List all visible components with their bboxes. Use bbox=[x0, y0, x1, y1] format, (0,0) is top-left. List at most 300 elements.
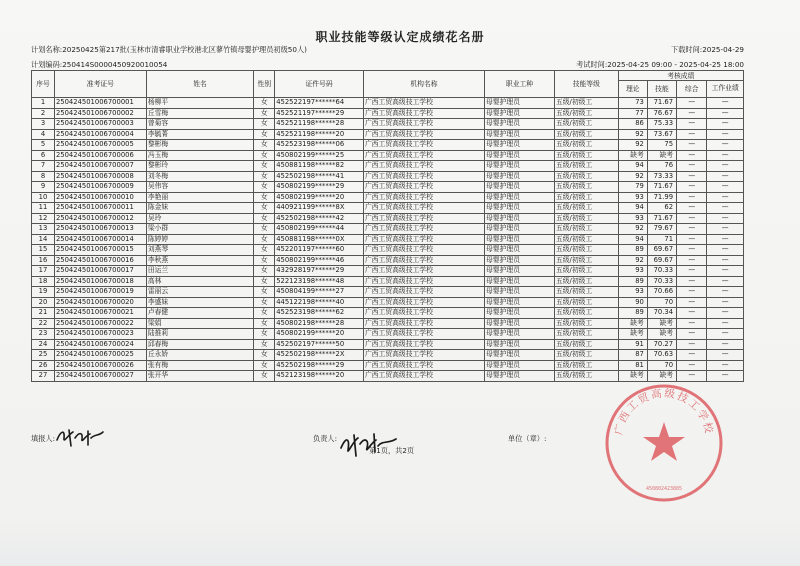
cell-ticket: 250424501006700014 bbox=[54, 234, 146, 245]
cell-gender: 女 bbox=[254, 129, 275, 140]
table-row bbox=[32, 297, 744, 308]
cell-org: 广西工贸高级技工学校 bbox=[363, 297, 484, 308]
table-row bbox=[32, 161, 744, 172]
page-info: 第1页，共2页 bbox=[369, 446, 415, 455]
cell-org: 广西工贸高级技工学校 bbox=[363, 339, 484, 350]
cell-overall: — bbox=[677, 129, 707, 140]
cell-seq: 15 bbox=[32, 245, 55, 256]
download-time-line bbox=[671, 45, 744, 55]
cell-level: 五级/初级工 bbox=[554, 308, 618, 319]
cell-skill: 70 bbox=[647, 360, 676, 371]
cell-seq: 18 bbox=[32, 276, 55, 287]
cell-skill: 76.67 bbox=[647, 108, 676, 119]
cell-org: 广西工贸高级技工学校 bbox=[363, 129, 484, 140]
table-row bbox=[32, 150, 744, 161]
table-row bbox=[32, 266, 744, 277]
cell-ticket: 250424501006700027 bbox=[54, 371, 146, 382]
cell-work: — bbox=[707, 329, 744, 340]
seal-text: 广西工贸高级技工学校 bbox=[612, 387, 716, 437]
cell-work: — bbox=[707, 203, 744, 214]
cell-overall: — bbox=[677, 182, 707, 193]
cell-id: 450881198******82 bbox=[275, 161, 364, 172]
cell-level: 五级/初级工 bbox=[554, 255, 618, 266]
cell-org: 广西工贸高级技工学校 bbox=[363, 192, 484, 203]
plan-name-line bbox=[31, 45, 307, 55]
cell-occ: 母婴护理员 bbox=[485, 98, 555, 109]
cell-name: 刘冬梅 bbox=[146, 171, 254, 182]
cell-occ: 母婴护理员 bbox=[485, 234, 555, 245]
cell-work: — bbox=[707, 360, 744, 371]
cell-org: 广西工贸高级技工学校 bbox=[363, 371, 484, 382]
cell-overall: — bbox=[677, 150, 707, 161]
cell-id: 452521197******29 bbox=[275, 108, 364, 119]
cell-occ: 母婴护理员 bbox=[485, 287, 555, 298]
cell-level: 五级/初级工 bbox=[554, 203, 618, 214]
cell-name: 丘永娇 bbox=[146, 350, 254, 361]
cell-ticket: 250424501006700010 bbox=[54, 192, 146, 203]
cell-ticket: 250424501006700003 bbox=[54, 119, 146, 130]
cell-skill: 79.67 bbox=[647, 224, 676, 235]
cell-level: 五级/初级工 bbox=[554, 318, 618, 329]
cell-overall: — bbox=[677, 350, 707, 361]
cell-theory: 81 bbox=[618, 360, 647, 371]
table-row bbox=[32, 119, 744, 130]
header-name: 姓名 bbox=[146, 71, 254, 98]
table-row bbox=[32, 287, 744, 298]
cell-seq: 21 bbox=[32, 308, 55, 319]
cell-ticket: 250424501006700013 bbox=[54, 224, 146, 235]
cell-org: 广西工贸高级技工学校 bbox=[363, 171, 484, 182]
cell-work: — bbox=[707, 129, 744, 140]
table-row bbox=[32, 350, 744, 361]
table-row bbox=[32, 203, 744, 214]
cell-org: 广西工贸高级技工学校 bbox=[363, 98, 484, 109]
cell-level: 五级/初级工 bbox=[554, 150, 618, 161]
cell-gender: 女 bbox=[254, 192, 275, 203]
table-row bbox=[32, 318, 744, 329]
table-row bbox=[32, 255, 744, 266]
cell-id: 450802199******29 bbox=[275, 182, 364, 193]
cell-skill: 70.33 bbox=[647, 276, 676, 287]
table-row bbox=[32, 308, 744, 319]
cell-occ: 母婴护理员 bbox=[485, 266, 555, 277]
cell-seq: 5 bbox=[32, 140, 55, 151]
cell-work: — bbox=[707, 213, 744, 224]
cell-seq: 11 bbox=[32, 203, 55, 214]
cell-level: 五级/初级工 bbox=[554, 98, 618, 109]
cell-id: 450802199******25 bbox=[275, 150, 364, 161]
cell-gender: 女 bbox=[254, 108, 275, 119]
cell-id: 450802199******44 bbox=[275, 224, 364, 235]
header-org: 机构名称 bbox=[363, 71, 484, 98]
cell-ticket: 250424501006700001 bbox=[54, 98, 146, 109]
cell-org: 广西工贸高级技工学校 bbox=[363, 360, 484, 371]
cell-name: 雷丽云 bbox=[146, 287, 254, 298]
cell-work: — bbox=[707, 234, 744, 245]
cell-occ: 母婴护理员 bbox=[485, 255, 555, 266]
cell-gender: 女 bbox=[254, 203, 275, 214]
header-scores-group: 考核成绩 bbox=[618, 71, 743, 81]
plan-code: 250414S0000450920010054 bbox=[62, 60, 168, 69]
cell-org: 广西工贸高级技工学校 bbox=[363, 182, 484, 193]
exam-time-label: 考试时间: bbox=[576, 60, 608, 69]
cell-occ: 母婴护理员 bbox=[485, 129, 555, 140]
cell-gender: 女 bbox=[254, 297, 275, 308]
cell-org: 广西工贸高级技工学校 bbox=[363, 150, 484, 161]
cell-ticket: 250424501006700007 bbox=[54, 161, 146, 172]
plan-name: 20250425第217批(玉林市清睿职业学校港北区蓼竹镇母婴护理员初级50人) bbox=[62, 45, 307, 54]
cell-gender: 女 bbox=[254, 140, 275, 151]
cell-level: 五级/初级工 bbox=[554, 266, 618, 277]
cell-skill: 70.27 bbox=[647, 339, 676, 350]
cell-seq: 2 bbox=[32, 108, 55, 119]
cell-occ: 母婴护理员 bbox=[485, 192, 555, 203]
cell-work: — bbox=[707, 224, 744, 235]
cell-org: 广西工贸高级技工学校 bbox=[363, 350, 484, 361]
cell-overall: — bbox=[677, 224, 707, 235]
header-ticket: 准考证号 bbox=[54, 71, 146, 98]
cell-theory: 93 bbox=[618, 213, 647, 224]
cell-theory: 93 bbox=[618, 192, 647, 203]
cell-theory: 77 bbox=[618, 108, 647, 119]
cell-theory: 87 bbox=[618, 350, 647, 361]
cell-org: 广西工贸高级技工学校 bbox=[363, 203, 484, 214]
header-skill: 技能 bbox=[647, 81, 676, 98]
cell-id: 432928197******29 bbox=[275, 266, 364, 277]
cell-ticket: 250424501006700017 bbox=[54, 266, 146, 277]
cell-org: 广西工贸高级技工学校 bbox=[363, 329, 484, 340]
cell-gender: 女 bbox=[254, 182, 275, 193]
cell-gender: 女 bbox=[254, 161, 275, 172]
cell-theory: 94 bbox=[618, 203, 647, 214]
cell-overall: — bbox=[677, 161, 707, 172]
scan-bleed bbox=[0, 520, 800, 566]
download-time-label: 下载时间: bbox=[671, 45, 703, 54]
cell-ticket: 250424501006700026 bbox=[54, 360, 146, 371]
cell-overall: — bbox=[677, 255, 707, 266]
cell-level: 五级/初级工 bbox=[554, 224, 618, 235]
cell-ticket: 250424501006700012 bbox=[54, 213, 146, 224]
cell-overall: — bbox=[677, 287, 707, 298]
cell-gender: 女 bbox=[254, 266, 275, 277]
header-theory: 理论 bbox=[618, 81, 647, 98]
cell-work: — bbox=[707, 192, 744, 203]
cell-name: 李秋燕 bbox=[146, 255, 254, 266]
cell-work: — bbox=[707, 308, 744, 319]
cell-gender: 女 bbox=[254, 276, 275, 287]
cell-theory: 缺考 bbox=[618, 329, 647, 340]
cell-work: — bbox=[707, 339, 744, 350]
cell-work: — bbox=[707, 287, 744, 298]
cell-level: 五级/初级工 bbox=[554, 140, 618, 151]
cell-overall: — bbox=[677, 171, 707, 182]
cell-overall: — bbox=[677, 245, 707, 256]
cell-work: — bbox=[707, 297, 744, 308]
cell-level: 五级/初级工 bbox=[554, 360, 618, 371]
cell-gender: 女 bbox=[254, 234, 275, 245]
cell-work: — bbox=[707, 255, 744, 266]
cell-theory: 89 bbox=[618, 245, 647, 256]
cell-theory: 73 bbox=[618, 98, 647, 109]
cell-overall: — bbox=[677, 318, 707, 329]
cell-work: — bbox=[707, 119, 744, 130]
cell-seq: 23 bbox=[32, 329, 55, 340]
cell-overall: — bbox=[677, 213, 707, 224]
cell-occ: 母婴护理员 bbox=[485, 182, 555, 193]
cell-skill: 71.67 bbox=[647, 98, 676, 109]
cell-seq: 19 bbox=[32, 287, 55, 298]
cell-ticket: 250424501006700016 bbox=[54, 255, 146, 266]
table-row bbox=[32, 171, 744, 182]
cell-gender: 女 bbox=[254, 171, 275, 182]
document-title: 职业技能等级认定成绩花名册 bbox=[315, 30, 485, 44]
cell-gender: 女 bbox=[254, 371, 275, 382]
cell-ticket: 250424501006700023 bbox=[54, 329, 146, 340]
cell-level: 五级/初级工 bbox=[554, 161, 618, 172]
cell-theory: 92 bbox=[618, 171, 647, 182]
cell-work: — bbox=[707, 140, 744, 151]
cell-level: 五级/初级工 bbox=[554, 213, 618, 224]
cell-level: 五级/初级工 bbox=[554, 371, 618, 382]
table-row bbox=[32, 98, 744, 109]
cell-level: 五级/初级工 bbox=[554, 297, 618, 308]
cell-name: 吴伟容 bbox=[146, 182, 254, 193]
cell-occ: 母婴护理员 bbox=[485, 140, 555, 151]
cell-name: 陈金妹 bbox=[146, 203, 254, 214]
cell-name: 邱春梅 bbox=[146, 339, 254, 350]
cell-ticket: 250424501006700008 bbox=[54, 171, 146, 182]
cell-name: 梁娟 bbox=[146, 318, 254, 329]
cell-seq: 14 bbox=[32, 234, 55, 245]
cell-name: 高林 bbox=[146, 276, 254, 287]
cell-theory: 86 bbox=[618, 119, 647, 130]
cell-gender: 女 bbox=[254, 308, 275, 319]
cell-skill: 71.99 bbox=[647, 192, 676, 203]
cell-name: 张开华 bbox=[146, 371, 254, 382]
cell-level: 五级/初级工 bbox=[554, 171, 618, 182]
cell-name: 杨柳平 bbox=[146, 98, 254, 109]
cell-theory: 92 bbox=[618, 224, 647, 235]
table-row bbox=[32, 360, 744, 371]
cell-theory: 93 bbox=[618, 287, 647, 298]
cell-seq: 25 bbox=[32, 350, 55, 361]
cell-gender: 女 bbox=[254, 287, 275, 298]
cell-overall: — bbox=[677, 108, 707, 119]
cell-theory: 93 bbox=[618, 266, 647, 277]
cell-seq: 3 bbox=[32, 119, 55, 130]
cell-ticket: 250424501006700024 bbox=[54, 339, 146, 350]
cell-theory: 缺考 bbox=[618, 150, 647, 161]
cell-seq: 24 bbox=[32, 339, 55, 350]
cell-gender: 女 bbox=[254, 119, 275, 130]
cell-seq: 16 bbox=[32, 255, 55, 266]
plan-code-label: 计划编码: bbox=[31, 60, 63, 69]
cell-skill: 71.67 bbox=[647, 213, 676, 224]
cell-occ: 母婴护理员 bbox=[485, 108, 555, 119]
cell-id: 452502198******2X bbox=[275, 350, 364, 361]
cell-gender: 女 bbox=[254, 329, 275, 340]
cell-overall: — bbox=[677, 276, 707, 287]
cell-occ: 母婴护理员 bbox=[485, 213, 555, 224]
cell-overall: — bbox=[677, 308, 707, 319]
responsible-label: 负责人: bbox=[313, 434, 337, 443]
cell-seq: 27 bbox=[32, 371, 55, 382]
cell-seq: 13 bbox=[32, 224, 55, 235]
table-row bbox=[32, 276, 744, 287]
plan-name-label: 计划名称: bbox=[31, 45, 63, 54]
exam-time: 2025-04-25 09:00 - 2025-04-25 18:00 bbox=[607, 60, 744, 69]
cell-id: 452123198******20 bbox=[275, 371, 364, 382]
cell-level: 五级/初级工 bbox=[554, 234, 618, 245]
cell-id: 450802198******28 bbox=[275, 318, 364, 329]
cell-theory: 92 bbox=[618, 140, 647, 151]
cell-work: — bbox=[707, 371, 744, 382]
exam-time-line bbox=[576, 60, 744, 70]
cell-skill: 69.67 bbox=[647, 245, 676, 256]
cell-ticket: 250424501006700020 bbox=[54, 297, 146, 308]
cell-level: 五级/初级工 bbox=[554, 182, 618, 193]
cell-name: 张有梅 bbox=[146, 360, 254, 371]
cell-id: 452523198******62 bbox=[275, 308, 364, 319]
table-row bbox=[32, 339, 744, 350]
header-overall: 综合 bbox=[677, 81, 707, 98]
cell-skill: 缺考 bbox=[647, 318, 676, 329]
cell-occ: 母婴护理员 bbox=[485, 350, 555, 361]
cell-org: 广西工贸高级技工学校 bbox=[363, 234, 484, 245]
cell-theory: 92 bbox=[618, 129, 647, 140]
cell-id: 450802199******46 bbox=[275, 255, 364, 266]
cell-occ: 母婴护理员 bbox=[485, 329, 555, 340]
cell-name: 黎彬梅 bbox=[146, 140, 254, 151]
table-row bbox=[32, 192, 744, 203]
cell-seq: 10 bbox=[32, 192, 55, 203]
cell-gender: 女 bbox=[254, 339, 275, 350]
cell-seq: 22 bbox=[32, 318, 55, 329]
table-row bbox=[32, 371, 744, 382]
cell-seq: 7 bbox=[32, 161, 55, 172]
cell-overall: — bbox=[677, 297, 707, 308]
table-row bbox=[32, 213, 744, 224]
unit-label: 单位（章）: bbox=[508, 434, 547, 443]
cell-seq: 17 bbox=[32, 266, 55, 277]
cell-theory: 94 bbox=[618, 161, 647, 172]
cell-skill: 71.67 bbox=[647, 182, 676, 193]
cell-name: 冯玉梅 bbox=[146, 150, 254, 161]
cell-seq: 9 bbox=[32, 182, 55, 193]
cell-id: 522123198******48 bbox=[275, 276, 364, 287]
cell-skill: 70 bbox=[647, 297, 676, 308]
table-row bbox=[32, 108, 744, 119]
header-work: 工作业绩 bbox=[707, 81, 744, 98]
table-row bbox=[32, 245, 744, 256]
cell-level: 五级/初级工 bbox=[554, 108, 618, 119]
cell-id: 452523198******06 bbox=[275, 140, 364, 151]
cell-org: 广西工贸高级技工学校 bbox=[363, 266, 484, 277]
cell-level: 五级/初级工 bbox=[554, 245, 618, 256]
cell-id: 452201197******60 bbox=[275, 245, 364, 256]
cell-id: 450804199******27 bbox=[275, 287, 364, 298]
cell-occ: 母婴护理员 bbox=[485, 360, 555, 371]
cell-work: — bbox=[707, 182, 744, 193]
cell-occ: 母婴护理员 bbox=[485, 203, 555, 214]
table-row bbox=[32, 234, 744, 245]
cell-name: 卢春健 bbox=[146, 308, 254, 319]
cell-org: 广西工贸高级技工学校 bbox=[363, 255, 484, 266]
cell-work: — bbox=[707, 108, 744, 119]
cell-overall: — bbox=[677, 203, 707, 214]
filler-label: 填报人: bbox=[31, 434, 55, 443]
cell-id: 440921199******8X bbox=[275, 203, 364, 214]
cell-occ: 母婴护理员 bbox=[485, 150, 555, 161]
cell-theory: 79 bbox=[618, 182, 647, 193]
cell-ticket: 250424501006700022 bbox=[54, 318, 146, 329]
cell-overall: — bbox=[677, 119, 707, 130]
cell-occ: 母婴护理员 bbox=[485, 119, 555, 130]
cell-level: 五级/初级工 bbox=[554, 350, 618, 361]
cell-level: 五级/初级工 bbox=[554, 339, 618, 350]
table-row bbox=[32, 329, 744, 340]
cell-gender: 女 bbox=[254, 318, 275, 329]
cell-name: 黎彬玲 bbox=[146, 161, 254, 172]
table-row bbox=[32, 182, 744, 193]
filler-signature bbox=[55, 426, 107, 450]
cell-gender: 女 bbox=[254, 98, 275, 109]
cell-occ: 母婴护理员 bbox=[485, 224, 555, 235]
cell-id: 452521198******28 bbox=[275, 119, 364, 130]
cell-skill: 70.34 bbox=[647, 308, 676, 319]
cell-org: 广西工贸高级技工学校 bbox=[363, 140, 484, 151]
cell-id: 450881198******0X bbox=[275, 234, 364, 245]
cell-org: 广西工贸高级技工学校 bbox=[363, 318, 484, 329]
cell-work: — bbox=[707, 266, 744, 277]
cell-skill: 76 bbox=[647, 161, 676, 172]
cell-seq: 12 bbox=[32, 213, 55, 224]
cell-id: 450802199******20 bbox=[275, 329, 364, 340]
cell-ticket: 250424501006700009 bbox=[54, 182, 146, 193]
cell-org: 广西工贸高级技工学校 bbox=[363, 276, 484, 287]
cell-work: — bbox=[707, 98, 744, 109]
cell-overall: — bbox=[677, 266, 707, 277]
cell-overall: — bbox=[677, 140, 707, 151]
cell-org: 广西工贸高级技工学校 bbox=[363, 224, 484, 235]
header-id-number: 证件号码 bbox=[275, 71, 364, 98]
cell-theory: 缺考 bbox=[618, 318, 647, 329]
score-table bbox=[31, 70, 744, 382]
cell-theory: 94 bbox=[618, 234, 647, 245]
score-table-body bbox=[32, 98, 744, 382]
cell-skill: 75.33 bbox=[647, 119, 676, 130]
cell-occ: 母婴护理员 bbox=[485, 297, 555, 308]
cell-ticket: 250424501006700004 bbox=[54, 129, 146, 140]
cell-overall: — bbox=[677, 329, 707, 340]
cell-work: — bbox=[707, 161, 744, 172]
cell-name: 李艳丽 bbox=[146, 192, 254, 203]
cell-overall: — bbox=[677, 371, 707, 382]
cell-name: 刘燕琴 bbox=[146, 245, 254, 256]
cell-gender: 女 bbox=[254, 360, 275, 371]
cell-occ: 母婴护理员 bbox=[485, 161, 555, 172]
cell-name: 梁小群 bbox=[146, 224, 254, 235]
cell-seq: 4 bbox=[32, 129, 55, 140]
cell-theory: 缺考 bbox=[618, 371, 647, 382]
cell-seq: 20 bbox=[32, 297, 55, 308]
cell-ticket: 250424501006700019 bbox=[54, 287, 146, 298]
cell-skill: 73.67 bbox=[647, 129, 676, 140]
cell-skill: 75 bbox=[647, 140, 676, 151]
download-time: 2025-04-29 bbox=[702, 45, 744, 54]
cell-work: — bbox=[707, 150, 744, 161]
cell-work: — bbox=[707, 245, 744, 256]
